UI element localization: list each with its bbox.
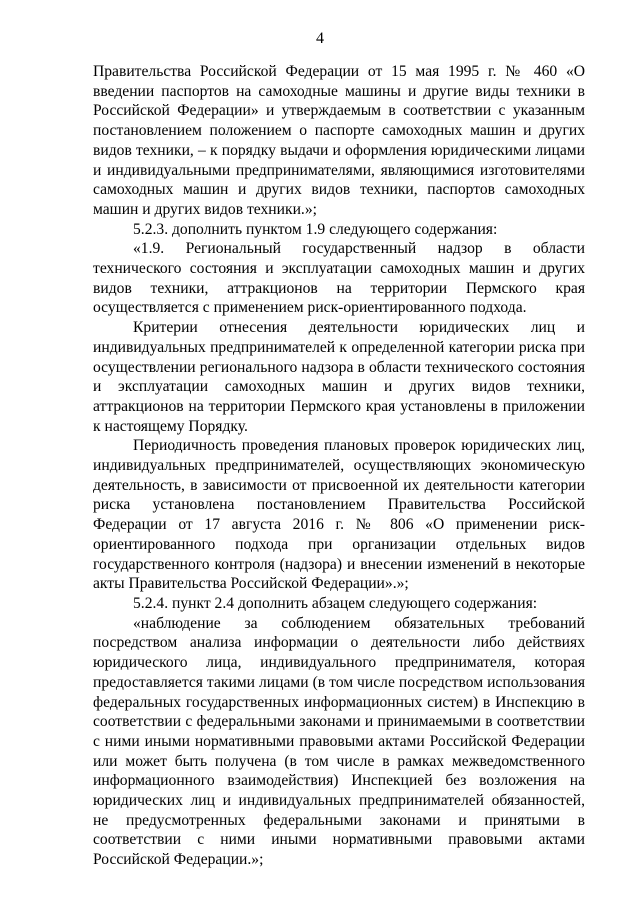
paragraph-1: Правительства Российской Федерации от 15 мая 1995 г. № 460 «О введении паспортов на самоходные машины и другие виды техники в Российской Федерации» и утверждаемым в соответствии с указанным постановлением положением о паспорте самоходных машин и других видов техники, – к порядку выдачи и оформления юридическими лицами и индивидуальными предпринимателями, являющимися изготовителями самоходных машин и других видов техники, паспортов самоходных машин и других видов техники.»;	[93, 63, 585, 218]
paragraph-3: «1.9. Региональный государственный надзор в области технического состояния и эксплуатации самоходных машин и других видов техники, аттракционов на территории Пермского края осуществляется с применением риск-ориентированного подхода.	[93, 240, 585, 317]
paragraph-2: 5.2.3. дополнить пунктом 1.9 следующего содержания:	[133, 220, 498, 238]
paragraph-7: «наблюдение за соблюдением обязательных требований посредством анализа информации о деятельности либо действиях юридического лица, индивидуального предпринимателя, которая предоставляется такими лицами (в том числе посредством использования федеральных государственных информационных систем) в Инспекцию в соответствии с федеральными законами и принимаемыми в соответствии с ними иными нормативными правовыми актами Российской Федерации или может быть получена (в том числе в рамках межведомственного информационного взаимодействия) Инспекцией без возложения на юридических лиц и индивидуальных предпринимателей обязанностей, не предусмотренных федеральными законами и принятыми в соответствии с ними иными нормативными правовыми актами Российской Федерации.»;	[93, 614, 585, 869]
page-number: 4	[316, 30, 324, 47]
paragraph-6: 5.2.4. пункт 2.4 дополнить абзацем следующего содержания:	[133, 594, 538, 612]
document-body	[93, 62, 585, 870]
paragraph-5: Периодичность проведения плановых проверок юридических лиц, индивидуальных предпринимателей, осуществляющих экономическую деятельность, в зависимости от присвоенной их деятельности категории риска установлена постановлением Правительства Российской Федерации от 17 августа 2016 г. № 806 «О применении риск-ориентированного подхода при организации отдельных видов государственного контроля (надзора) и внесении изменений в некоторые акты Правительства Российской Федерации».»;	[93, 437, 585, 593]
paragraph-4: Критерии отнесения деятельности юридических лиц и индивидуальных предпринимателей к определенной категории риска при осуществлении регионального надзора в области технического состояния и эксплуатации самоходных машин и других видов техники, аттракционов на территории Пермского края установлены в приложении к настоящему Порядку.	[93, 319, 585, 435]
